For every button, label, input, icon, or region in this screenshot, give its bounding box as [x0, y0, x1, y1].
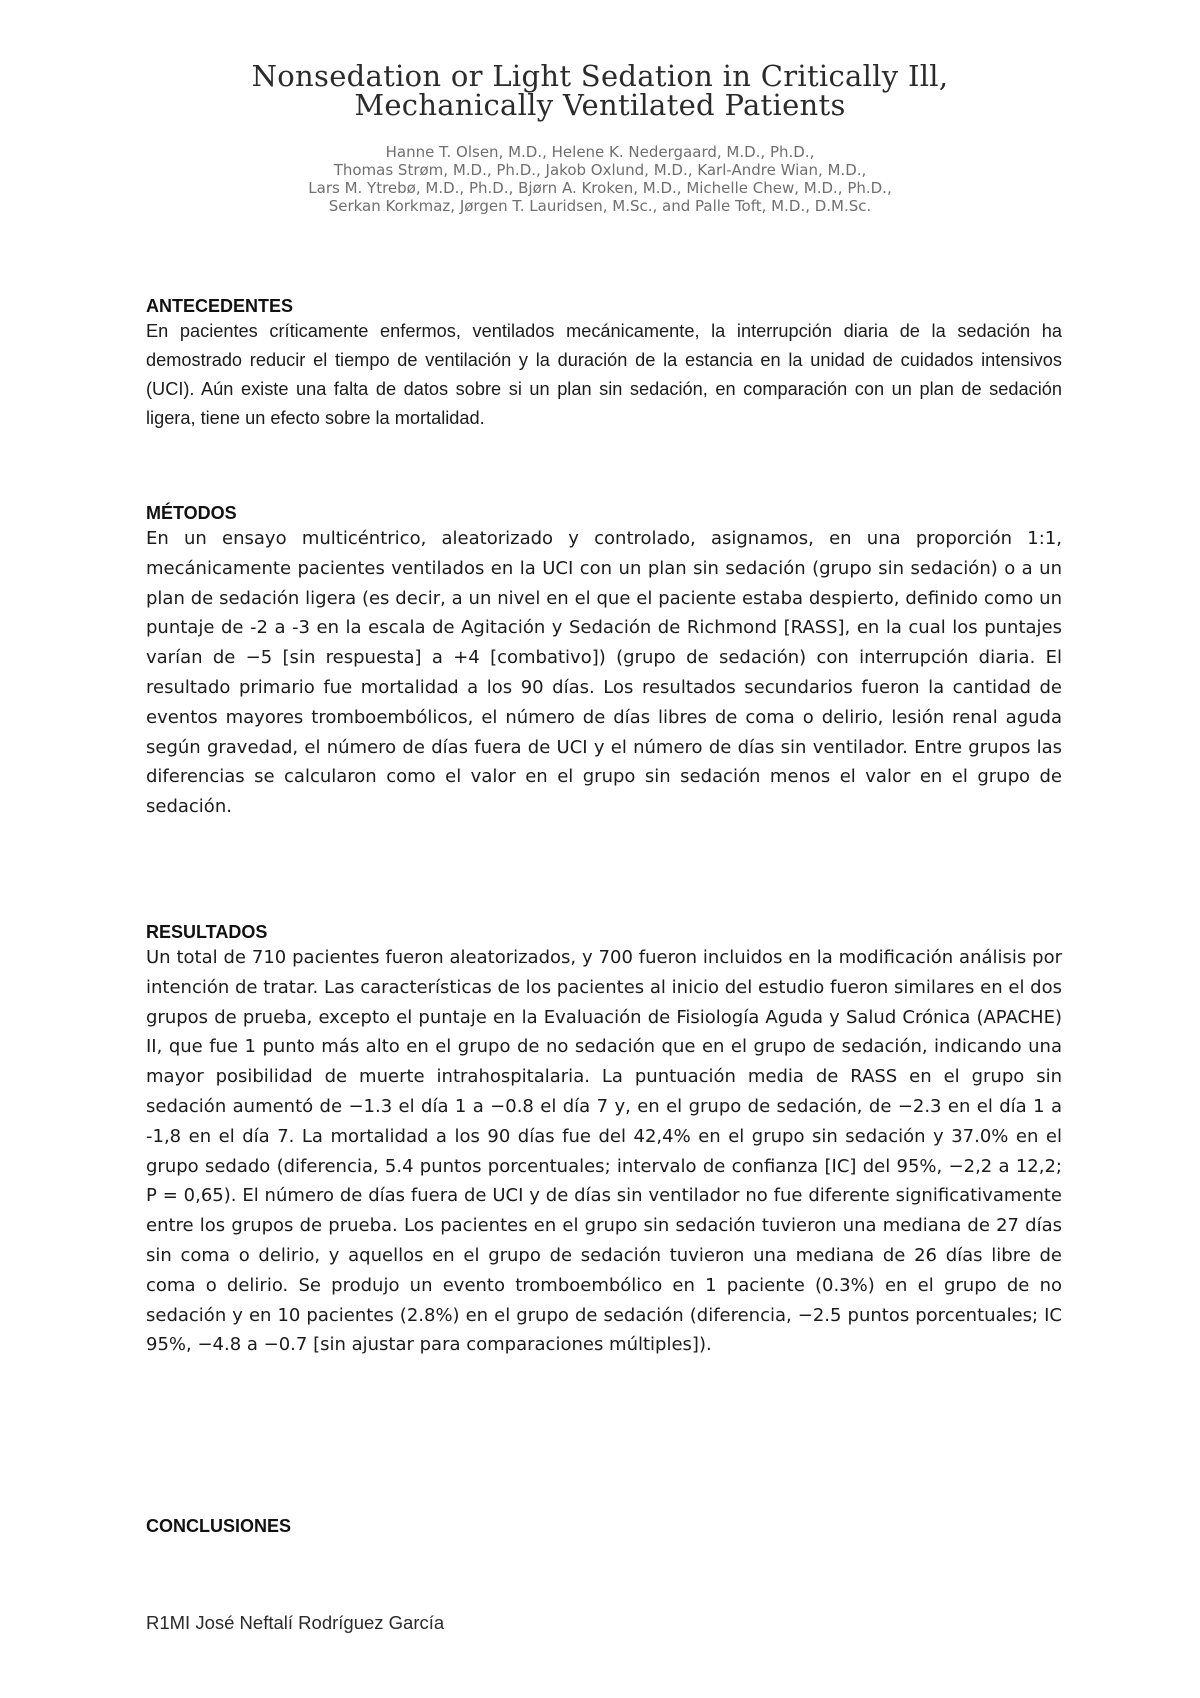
section-conclusiones: [146, 1515, 1062, 1537]
section-heading-metodos: MÉTODOS: [146, 503, 237, 523]
author-line: Lars M. Ytrebø, M.D., Ph.D., Bjørn A. Kroken, M.D., Michelle Chew, M.D., Ph.D.,: [308, 179, 892, 197]
author-line: Serkan Korkmaz, Jørgen T. Lauridsen, M.Sc., and Palle Toft, M.D., D.M.Sc.: [328, 197, 872, 215]
section-body-antecedentes: En pacientes críticamente enfermos, ventilados mecánicamente, la interrupción diaria de la sedación ha demostrado reducir el tiempo de ventilación y la duración de la estancia en la unidad de cuidados intensivos (UCI). Aún existe una falta de datos sobre si un plan sin sedación, en comparación con un plan de sedación ligera, tiene un efecto sobre la mortalidad.: [146, 321, 1062, 428]
section-heading-resultados: RESULTADOS: [146, 922, 268, 942]
section-heading-conclusiones: CONCLUSIONES: [146, 1516, 292, 1536]
author-line: Hanne T. Olsen, M.D., Helene K. Nedergaard, M.D., Ph.D.,: [385, 143, 815, 161]
section-body-resultados: Un total de 710 pacientes fueron aleatorizados, y 700 fueron incluidos en la modificación análisis por intención de tratar. Las características de los pacientes al inicio del estudio fueron similares en el dos grupos de prueba, excepto el puntaje en la Evaluación de Fisiología Aguda y Salud Crónica (APACHE) II, que fue 1 punto más alto en el grupo de no sedación que en el grupo de sedación, indicando una mayor posibilidad de muerte intrahospitalaria. La puntuación media de RASS en el grupo sin sedación aumentó de −1.3 el día 1 a −0.8 el día 7 y, en el grupo de sedación, de −2.3 en el día 1 a -1,8 en el día 7. La mortalidad a los 90 días fue del 42,4% en el grupo sin sedación y 37.0% en el grupo sedado (diferencia, 5.4 puntos porcentuales; intervalo de confianza [IC] del 95%, −2,2 a 12,2; P = 0,65). El número de días fuera de UCI y de días sin ventilador no fue diferente significativamente entre los grupos de prueba. Los pacientes en el grupo sin sedación tuvieron una mediana de 27 días sin coma o delirio, y aquellos en el grupo de sedación tuvieron una mediana de 26 días libre de coma o delirio. Se produjo un evento tromboembólico en 1 paciente (0.3%) en el grupo de no sedación y en 10 pacientes (2.8%) en el grupo de sedación (diferencia, −2.5 puntos porcentuales; IC 95%, −4.8 a −0.7 [sin ajustar para comparaciones múltiples]).: [146, 947, 1062, 1356]
section-body-metodos: En un ensayo multicéntrico, aleatorizado y controlado, asignamos, en una proporción 1:1, mecánicamente pacientes ventilados en la UCI con un plan sin sedación (grupo sin sedación) o a un plan de sedación ligera (es decir, a un nivel en el que el paciente estaba despierto, definido como un puntaje de -2 a -3 en la escala de Agitación y Sedación de Richmond [RASS], en la cual los puntajes varían de −5 [sin respuesta] a +4 [combativo]) (grupo de sedación) con interrupción diaria. El resultado primario fue mortalidad a los 90 días. Los resultados secundarios fueron la cantidad de eventos mayores tromboembólicos, el número de días libres de coma o delirio, lesión renal aguda según gravedad, el número de días fuera de UCI y el número de días sin ventilador. Entre grupos las diferencias se calcularon como el valor en el grupo sin sedación menos el valor en el grupo de sedación.: [146, 528, 1062, 818]
article-title: [100, 59, 1100, 122]
section-heading-antecedentes: ANTECEDENTES: [146, 296, 294, 316]
article-title-line-2: Mechanically Ventilated Patients: [354, 88, 846, 122]
section-metodos: [146, 502, 1062, 822]
section-resultados: [146, 921, 1062, 1360]
author-list: [100, 143, 1100, 215]
footer-author: R1MI José Neftalí Rodríguez García: [146, 1612, 445, 1633]
article-title-line-1: Nonsedation or Light Sedation in Critically Ill,: [251, 59, 949, 93]
author-line: Thomas Strøm, M.D., Ph.D., Jakob Oxlund, M.D., Karl-Andre Wian, M.D.,: [333, 161, 867, 179]
section-antecedentes: [146, 295, 1062, 433]
